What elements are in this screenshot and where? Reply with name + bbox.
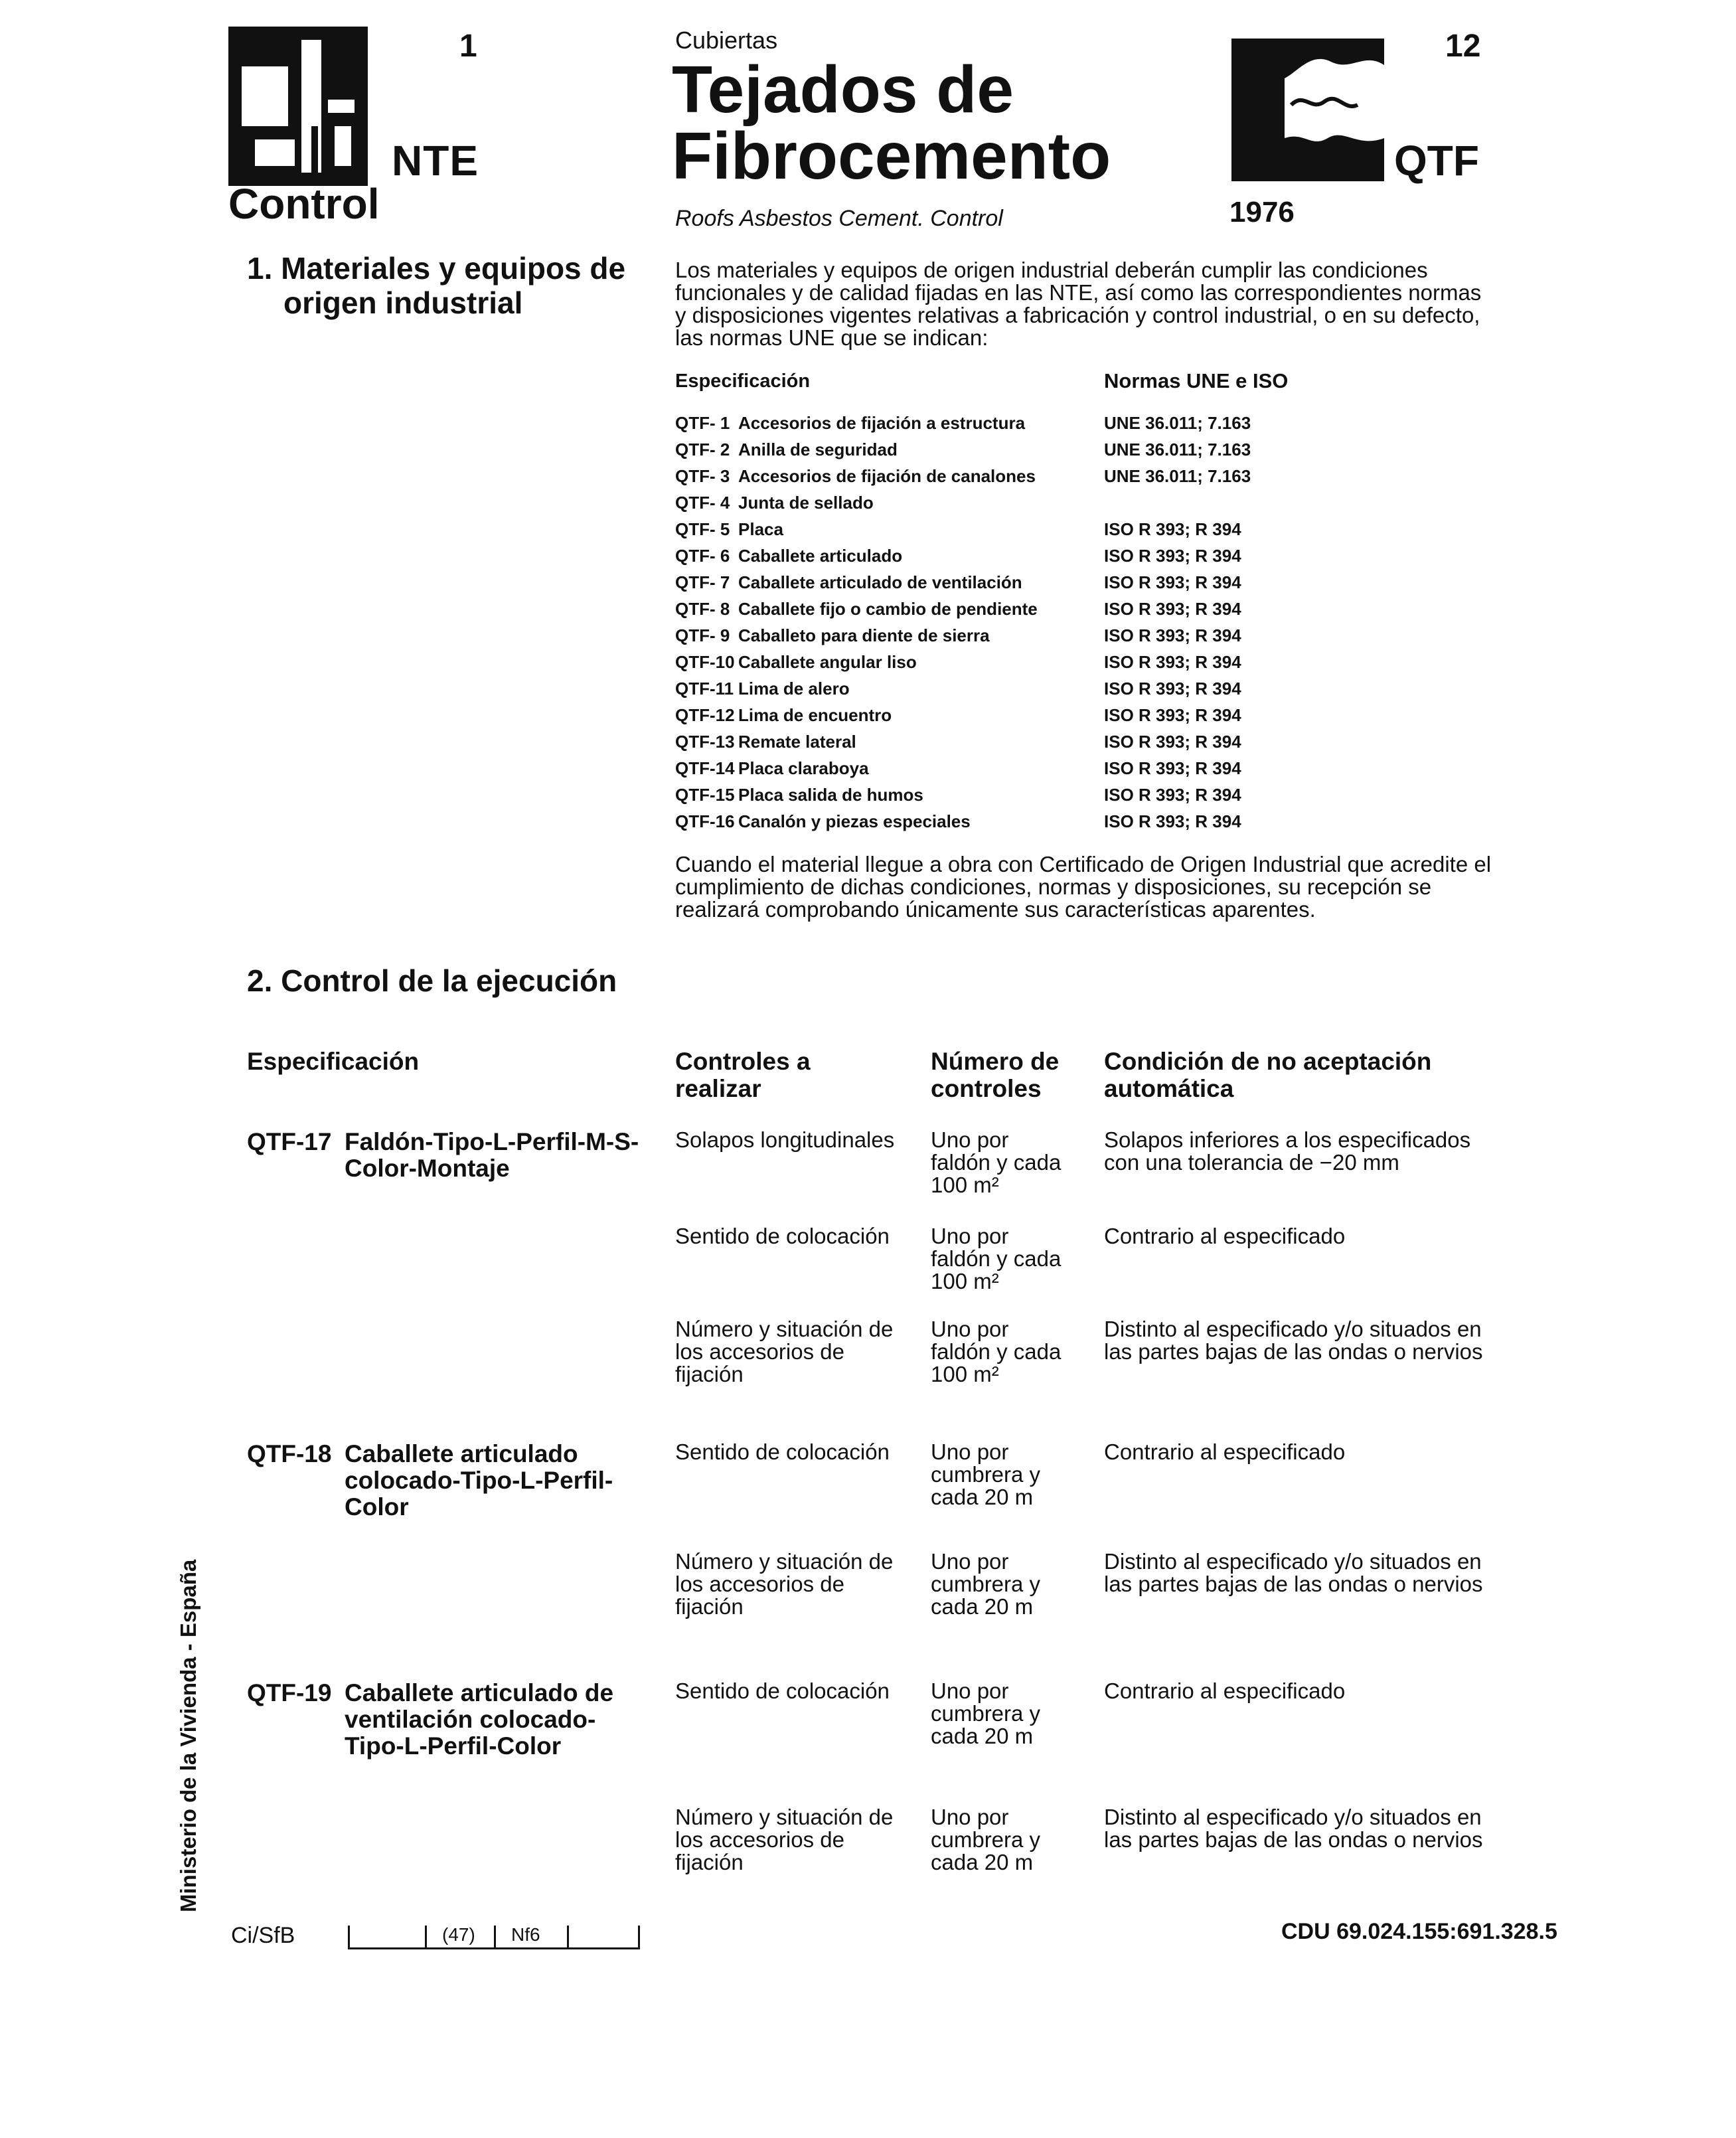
condition-cell: Distinto al especificado y/o situados en las partes bajas de las ondas o nervios — [1104, 1549, 1483, 1596]
cisfb-code-box — [348, 1916, 640, 1949]
number-cell: Uno por faldón y cada 100 m² — [931, 1224, 1062, 1293]
condition-cell: Solapos inferiores a los especificados con una tolerancia de −20 mm — [1104, 1127, 1471, 1175]
spec-desc: Placa claraboya — [738, 758, 869, 778]
spec-norm: ISO R 393; R 394 — [1104, 811, 1241, 831]
control-title: Control — [228, 180, 380, 228]
spec-norm: ISO R 393; R 394 — [1104, 679, 1241, 699]
nte-label: NTE — [392, 137, 479, 185]
spec-norm: UNE 36.011; 7.163 — [1104, 466, 1251, 486]
number-cell: Uno por cumbrera y cada 20 m — [931, 1805, 1041, 1874]
ministry-side-text: Ministerio de la Vivienda - España — [176, 1559, 200, 1912]
spec-row — [675, 572, 1498, 599]
spec-code: QTF-15 — [675, 785, 735, 805]
spec-desc: Caballete articulado — [738, 546, 903, 566]
cisfb-divider — [638, 1926, 640, 1949]
cisfb-divider — [425, 1926, 427, 1949]
condition-cell: Contrario al especificado — [1104, 1439, 1346, 1464]
spec-code: QTF-10 — [675, 652, 735, 672]
spec-desc: Junta de sellado — [738, 493, 874, 513]
section-label: Cubiertas — [675, 27, 778, 54]
spec-norm: UNE 36.011; 7.163 — [1104, 440, 1251, 459]
spec-desc: Remate lateral — [738, 732, 856, 752]
spec-norm: ISO R 393; R 394 — [1104, 519, 1241, 539]
item-desc: Caballete articulado colocado-Tipo-L-Perfil-Color — [345, 1440, 613, 1521]
nte-logo — [228, 27, 368, 186]
spec-code: QTF-13 — [675, 732, 735, 752]
spec-norm: ISO R 393; R 394 — [1104, 546, 1241, 566]
spec-norm: ISO R 393; R 394 — [1104, 758, 1241, 778]
cdu-code: CDU 69.024.155:691.328.5 — [1281, 1919, 1557, 1944]
item-code: QTF-18 — [247, 1440, 332, 1467]
spec-desc: Caballete articulado de ventilación — [738, 572, 1022, 592]
col-header-number: Número de controles — [931, 1048, 1060, 1102]
spec-code: QTF- 8 — [675, 599, 730, 619]
document-title-line1: Tejados de — [672, 52, 1014, 127]
spec-norm: ISO R 393; R 394 — [1104, 785, 1241, 805]
item-code: QTF-17 — [247, 1128, 332, 1155]
spec-code: QTF- 5 — [675, 519, 730, 539]
spec-row — [675, 732, 1498, 758]
page-number: 1 — [459, 29, 477, 64]
spec-row — [675, 758, 1498, 785]
spec-code: QTF-12 — [675, 705, 735, 725]
control-cell: Sentido de colocación — [675, 1679, 890, 1703]
spec-desc: Caballete fijo o cambio de pendiente — [738, 599, 1038, 619]
control-cell: Número y situación de los accesorios de fijación — [675, 1317, 894, 1386]
year: 1976 — [1229, 196, 1295, 228]
control-cell: Número y situación de los accesorios de fijación — [675, 1805, 894, 1874]
spec-row — [675, 440, 1498, 466]
spec-norm: ISO R 393; R 394 — [1104, 705, 1241, 725]
spec-row — [675, 413, 1498, 440]
number-cell: Uno por faldón y cada 100 m² — [931, 1127, 1062, 1197]
spec-code: QTF- 6 — [675, 546, 730, 566]
control-cell: Sentido de colocación — [675, 1439, 890, 1464]
col-header-condition: Condición de no aceptación automática — [1104, 1048, 1432, 1102]
spec-row — [675, 625, 1498, 652]
control-item-qtf17 — [247, 1129, 659, 1189]
col-header-spec: Especificación — [247, 1048, 420, 1075]
condition-cell: Contrario al especificado — [1104, 1224, 1346, 1248]
item-desc: Faldón-Tipo-L-Perfil-M-S-Color-Montaje — [345, 1128, 639, 1182]
spec-norm: ISO R 393; R 394 — [1104, 572, 1241, 592]
spec-desc: Caballeto para diente de sierra — [738, 625, 990, 645]
spec-code: QTF- 3 — [675, 466, 730, 486]
spec-row — [675, 493, 1498, 519]
cisfb-divider — [494, 1926, 496, 1949]
spec-desc: Accesorios de fijación de canalones — [738, 466, 1036, 486]
spec-row — [675, 652, 1498, 679]
control-cell: Número y situación de los accesorios de fijación — [675, 1549, 894, 1619]
control-cell: Solapos longitudinales — [675, 1127, 895, 1152]
spec-row — [675, 466, 1498, 493]
spec-code: QTF- 1 — [675, 413, 730, 433]
spec-row — [675, 599, 1498, 625]
item-desc: Caballete articulado de ventilación colocado-Tipo-L-Perfil-Color — [345, 1679, 614, 1760]
spec-desc: Anilla de seguridad — [738, 440, 898, 459]
spec-norm: ISO R 393; R 394 — [1104, 652, 1241, 672]
cisfb-code-1: (47) — [442, 1924, 475, 1945]
number-cell: Uno por cumbrera y cada 20 m — [931, 1679, 1041, 1748]
section1-heading-line2: origen industrial — [283, 286, 523, 320]
number-cell: Uno por cumbrera y cada 20 m — [931, 1439, 1041, 1509]
section1-closing: Cuando el material llegue a obra con Certificado de Origen Industrial que acredite el cumplimiento de dichas condiciones, normas y disposiciones, su recepción se realizará comprobando únicamente sus características aparentes. — [675, 852, 1492, 922]
norm-column-header: Normas UNE e ISO — [1104, 369, 1289, 392]
control-item-qtf18 — [247, 1441, 659, 1527]
english-subtitle: Roofs Asbestos Cement. Control — [675, 206, 1003, 231]
spec-norm: UNE 36.011; 7.163 — [1104, 413, 1251, 433]
spec-desc: Placa salida de humos — [738, 785, 923, 805]
number-cell: Uno por cumbrera y cada 20 m — [931, 1549, 1041, 1619]
section1-heading-line1: 1. Materiales y equipos de — [247, 251, 626, 286]
spec-norm: ISO R 393; R 394 — [1104, 732, 1241, 752]
spec-row — [675, 546, 1498, 572]
spec-desc: Accesorios de fijación a estructura — [738, 413, 1026, 433]
spec-code: QTF- 7 — [675, 572, 730, 592]
item-code: QTF-19 — [247, 1679, 332, 1706]
spec-code: QTF- 2 — [675, 440, 730, 459]
spec-desc: Lima de alero — [738, 679, 850, 699]
spec-code: QTF-16 — [675, 811, 735, 831]
section1-heading — [247, 251, 645, 320]
col-header-controls: Controles a realizar — [675, 1048, 811, 1102]
cisfb-divider — [348, 1926, 350, 1949]
spec-code: QTF-14 — [675, 758, 735, 778]
cisfb-code-2: Nf6 — [511, 1924, 540, 1945]
control-item-qtf19 — [247, 1680, 659, 1766]
qtf-roof-logo — [1231, 39, 1384, 181]
cisfb-label: Ci/SfB — [231, 1923, 295, 1948]
spec-desc: Caballete angular liso — [738, 652, 917, 672]
spec-row — [675, 679, 1498, 705]
sheet-number: 12 — [1445, 29, 1481, 64]
spec-norm: ISO R 393; R 394 — [1104, 625, 1241, 645]
spec-desc: Placa — [738, 519, 783, 539]
spec-code: QTF- 4 — [675, 493, 730, 513]
condition-cell: Distinto al especificado y/o situados en las partes bajas de las ondas o nervios — [1104, 1317, 1483, 1364]
document-title-line2: Fibrocemento — [672, 119, 1111, 193]
qtf-label: QTF — [1394, 137, 1479, 185]
condition-cell: Distinto al especificado y/o situados en las partes bajas de las ondas o nervios — [1104, 1805, 1483, 1852]
spec-column-header: Especificación — [675, 370, 811, 392]
section1-intro: Los materiales y equipos de origen industrial deberán cumplir las condiciones funcionales y de calidad fijadas en las NTE, así como las correspondientes normas y disposiciones vigentes relativas a fabricación y control industrial, o en su defecto, las normas UNE que se indican: — [675, 258, 1482, 350]
spec-row — [675, 811, 1498, 838]
spec-row — [675, 785, 1498, 811]
spec-desc: Canalón y piezas especiales — [738, 811, 971, 831]
spec-code: QTF- 9 — [675, 625, 730, 645]
spec-norm: ISO R 393; R 394 — [1104, 599, 1241, 619]
spec-desc: Lima de encuentro — [738, 705, 892, 725]
number-cell: Uno por faldón y cada 100 m² — [931, 1317, 1062, 1386]
control-cell: Sentido de colocación — [675, 1224, 890, 1248]
condition-cell: Contrario al especificado — [1104, 1679, 1346, 1703]
cisfb-divider — [567, 1926, 569, 1949]
spec-row — [675, 519, 1498, 546]
spec-row — [675, 705, 1498, 732]
spec-code: QTF-11 — [675, 679, 734, 699]
section2-heading: 2. Control de la ejecución — [247, 963, 617, 998]
